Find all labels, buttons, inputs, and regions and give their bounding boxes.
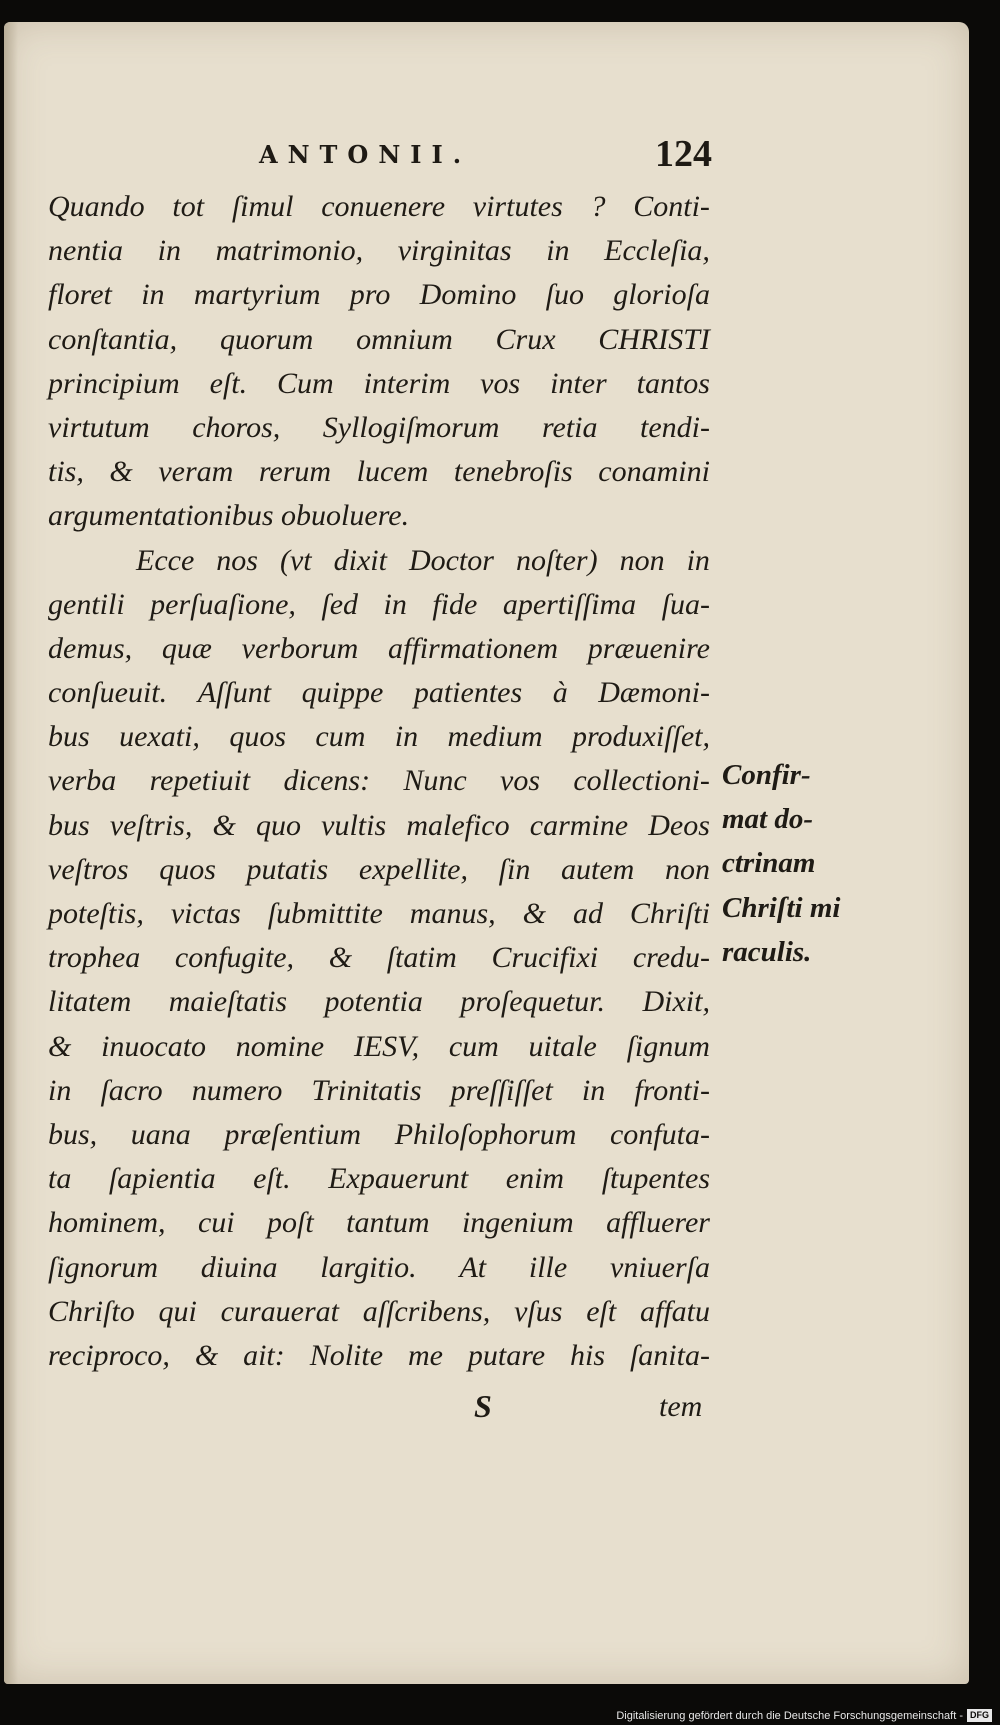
text-line: Chriſto qui curauerat aſſcribens, vſus eſt affatu [48,1294,710,1328]
text-line: conſueuit. Aſſunt quippe patientes à Dæmoni- [48,676,710,710]
margin-note-line: ctrinam [722,847,816,880]
credit-text: Digitalisierung gefördert durch die Deutsche Forschungsgemeinschaft - [616,1709,963,1722]
text-line: verba repetiuit dicens: Nunc vos collectioni- [48,764,710,798]
text-line: nentia in matrimonio, virginitas in Eccleſia, [48,234,710,268]
text-line: bus, uana præſentium Philoſophorum confuta- [48,1117,710,1151]
text-line: ta ſapientia eſt. Expauerunt enim ſtupentes [48,1162,710,1196]
text-line: gentili perſuaſione, ſed in fide apertiſſima ſua- [48,587,710,621]
text-line: poteſtis, victas ſubmittite manus, & ad Chriſti [48,897,710,930]
margin-note-line: Confir- [722,759,811,791]
text-line: conſtantia, quorum omnium Crux CHRISTI [48,322,710,356]
margin-note-line: Chriſti mi [722,891,841,924]
page-gutter-shadow [4,22,18,1684]
text-line: trophea confugite, & ſtatim Crucifixi credu- [48,941,710,975]
margin-note [722,753,862,974]
text-line: bus uexati, quos cum in medium produxiſſet, [48,720,710,754]
margin-note-line: mat do- [722,803,814,836]
digitization-credit [616,1709,992,1722]
text-line: veſtros quos putatis expellite, ſin autem non [48,852,710,886]
text-line: bus veſtris, & quo vultis malefico carmine Deos [48,808,710,842]
text-line: reciproco, & ait: Nolite me putare his ſanita- [48,1338,710,1372]
page-number: 124 [655,133,712,175]
text-line: Quando tot ſimul conuenere virtutes ? Conti- [48,190,710,223]
text-line: demus, quæ verborum affirmationem præuenire [48,631,710,665]
text-line: in ſacro numero Trinitatis preſſiſſet in fronti- [48,1073,710,1107]
text-line: floret in martyrium pro Domino ſuo glorioſa [48,278,710,312]
text-line: virtutum choros, Syllogiſmorum retia tendi- [48,410,710,444]
main-text [48,185,710,1378]
text-line: & inuocato nomine IESV, cum uitale ſignum [48,1029,710,1063]
running-title: ANTONII. [259,140,472,169]
catchword: tem [659,1390,703,1423]
text-line: principium eſt. Cum interim vos inter tantos [48,366,710,400]
text-line: hominem, cui poſt tantum ingenium affluerer [48,1206,710,1240]
text-line: tis, & veram rerum lucem tenebroſis conamini [48,455,710,489]
dfg-logo: DFG [967,1709,992,1722]
text-line: litatem maieſtatis potentia proſequetur. Dixit, [48,985,710,1019]
book-page [4,22,969,1684]
margin-note-line: raculis. [722,935,812,968]
text-line: Ecce nos (vt dixit Doctor noſter) non in [136,543,710,577]
text-line: ſignorum diuina largitio. At ille vniuerſa [48,1250,710,1284]
page-header [259,133,712,180]
text-line: argumentationibus obuoluere. [48,499,410,533]
signature-mark: S [474,1388,492,1424]
